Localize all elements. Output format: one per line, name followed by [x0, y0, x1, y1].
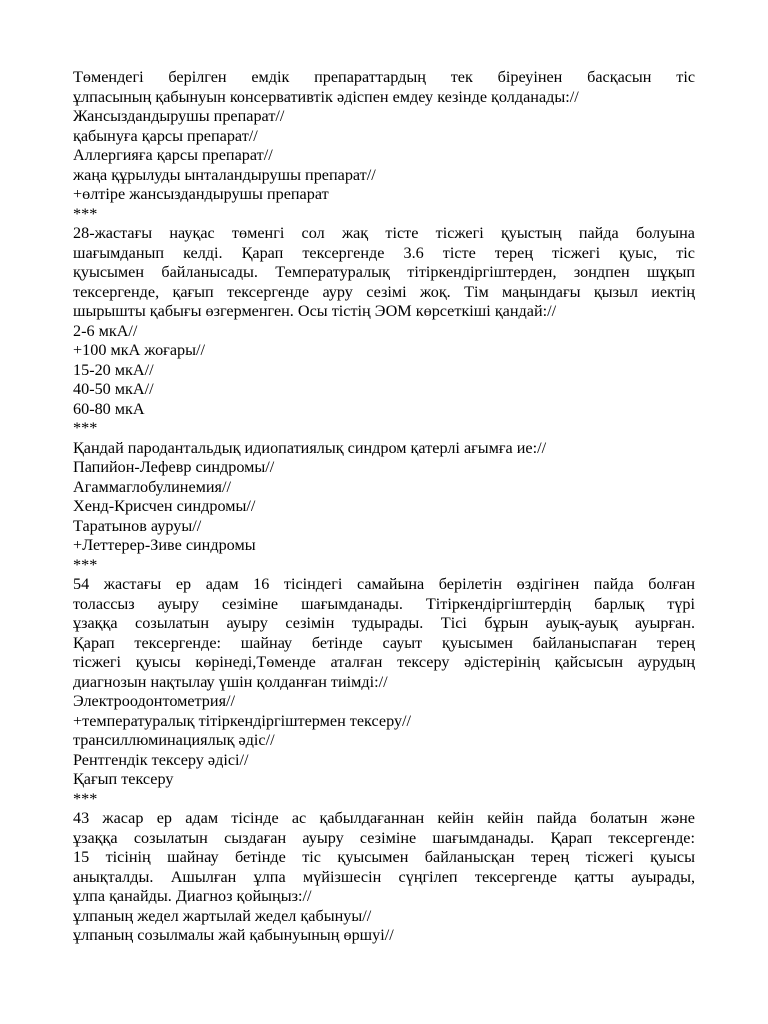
question-3-option-1: Папийон-Лефевр синдромы// [73, 458, 275, 476]
question-4-option-2: +температуралық тітіркендіргіштермен тексеру// [73, 711, 412, 730]
question-4-stem-line-6: диагнозын нақтылау үшін қолданған тиімді:// [73, 672, 388, 691]
question-3-option-4: Таратынов ауруы// [73, 516, 202, 535]
question-2-option-4: 40-50 мкА// [73, 380, 154, 398]
question-5-stem-line-3: 15 тісінің шайнау бетінде тіс қуысымен байланысқан терең тісжегі қуысы [73, 848, 695, 866]
question-1 [73, 68, 695, 224]
question-3-option-5: +Леттерер-Зиве синдромы [73, 536, 256, 554]
question-5-stem-line-1: 43 жасар ер адам тісінде ас қабылдағаннан кейін кейін пайда болатын және [73, 809, 695, 827]
document-page [73, 68, 695, 946]
question-4-stem-line-4: Қарап тексергенде: шайнау бетінде сауыт қуысымен байланыспаған терең [73, 633, 695, 652]
question-1-option-2: қабынуға қарсы препарат// [73, 126, 258, 145]
question-3-option-3: Хенд-Крисчен синдромы// [73, 497, 256, 515]
question-4-option-4: Рентгендік тексеру әдісі// [73, 750, 249, 769]
question-4-stem-line-3: ұзаққа созылатын ауыру сезімін тудырады. Тісі бұрын ауық-ауық ауырған. [73, 614, 695, 632]
question-4-option-5: Қағып тексеру [73, 770, 174, 788]
question-3-separator: *** [73, 555, 98, 574]
question-1-option-1: Жансыздандырушы препарат// [73, 107, 285, 125]
question-4-option-3: трансиллюминациялық әдіс// [73, 731, 275, 749]
question-2-stem-line-3: қуысымен байланысады. Температуралық тітіркендіргіштерден, зондпен шұқып [73, 263, 695, 281]
question-2-option-1: 2-6 мкА// [73, 321, 138, 340]
question-2-separator: *** [73, 419, 98, 437]
question-5-stem-line-5: ұлпа қанайды. Диагноз қойыңыз:// [73, 887, 312, 905]
question-5-stem-line-4: анықталды. Ашылған ұлпа мүйізшесін сүңгілеп тексергенде қатты ауырады, [73, 867, 695, 886]
question-1-option-5: +өлтіре жансыздандырушы препарат [73, 185, 329, 203]
question-3 [73, 439, 695, 576]
question-1-option-4: жаңа құрылуды ынталандырушы препарат// [73, 165, 376, 184]
question-2-option-2: +100 мкА жоғары// [73, 341, 205, 359]
question-1-option-3: Аллергияға қарсы препарат// [73, 146, 273, 164]
question-2-stem-line-4: тексергенде, қағып тексергенде ауру сезімі жоқ. Тім маңындағы қызыл иектің [73, 282, 695, 301]
question-2-option-5: 60-80 мкА [73, 399, 145, 418]
question-5-option-1: ұлпаның жедел жартылай жедел қабынуы// [73, 906, 372, 925]
question-2-stem-line-2: шағымданып келді. Қарап тексергенде 3.6 тісте терең тісжегі қуыс, тіс [73, 243, 695, 262]
question-2 [73, 224, 695, 439]
question-4-stem-line-2: толассыз ауыру сезіміне шағымданады. Тітіркендіргіштердің барлық түрі [73, 594, 695, 613]
question-3-stem-line-1: Қандай пародантальдық идиопатиялық синдром қатерлі ағымға ие:// [73, 438, 547, 457]
question-5-stem-line-2: ұзаққа созылатын сыздаған ауыру сезіміне шағымданады. Қарап тексергенде: [73, 828, 695, 847]
question-2-stem-line-1: 28-жастағы науқас төменгі сол жақ тісте тісжегі қуыстың пайда болуына [73, 224, 695, 242]
question-2-stem-line-5: шырышты қабығы өзгерменген. Осы тістің ЭОМ көрсеткіші қандай:// [73, 302, 557, 320]
question-1-stem-line-1: Төмендегі берілген емдік препараттардың тек біреуінен басқасын тіс [73, 68, 695, 86]
question-4-separator: *** [73, 789, 98, 808]
question-4-option-1: Электроодонтометрия// [73, 692, 236, 710]
question-1-stem-line-2: ұлпасының қабынуын консервативтік әдіспен емдеу кезінде қолданады:// [73, 87, 579, 106]
question-5-option-2: ұлпаның созылмалы жай қабынуының өршуі// [73, 926, 394, 944]
question-1-separator: *** [73, 204, 98, 223]
question-2-option-3: 15-20 мкА// [73, 360, 154, 379]
question-4 [73, 575, 695, 809]
question-4-stem-line-5: тісжегі қуысы көрінеді,Төменде аталған тексеру әдістерінің қайсысын аурудың [73, 653, 695, 671]
question-3-option-2: Агаммаглобулинемия// [73, 477, 232, 496]
question-4-stem-line-1: 54 жастағы ер адам 16 тісіндегі самайына берілетін өздігінен пайда болған [73, 575, 695, 593]
question-5 [73, 809, 695, 946]
